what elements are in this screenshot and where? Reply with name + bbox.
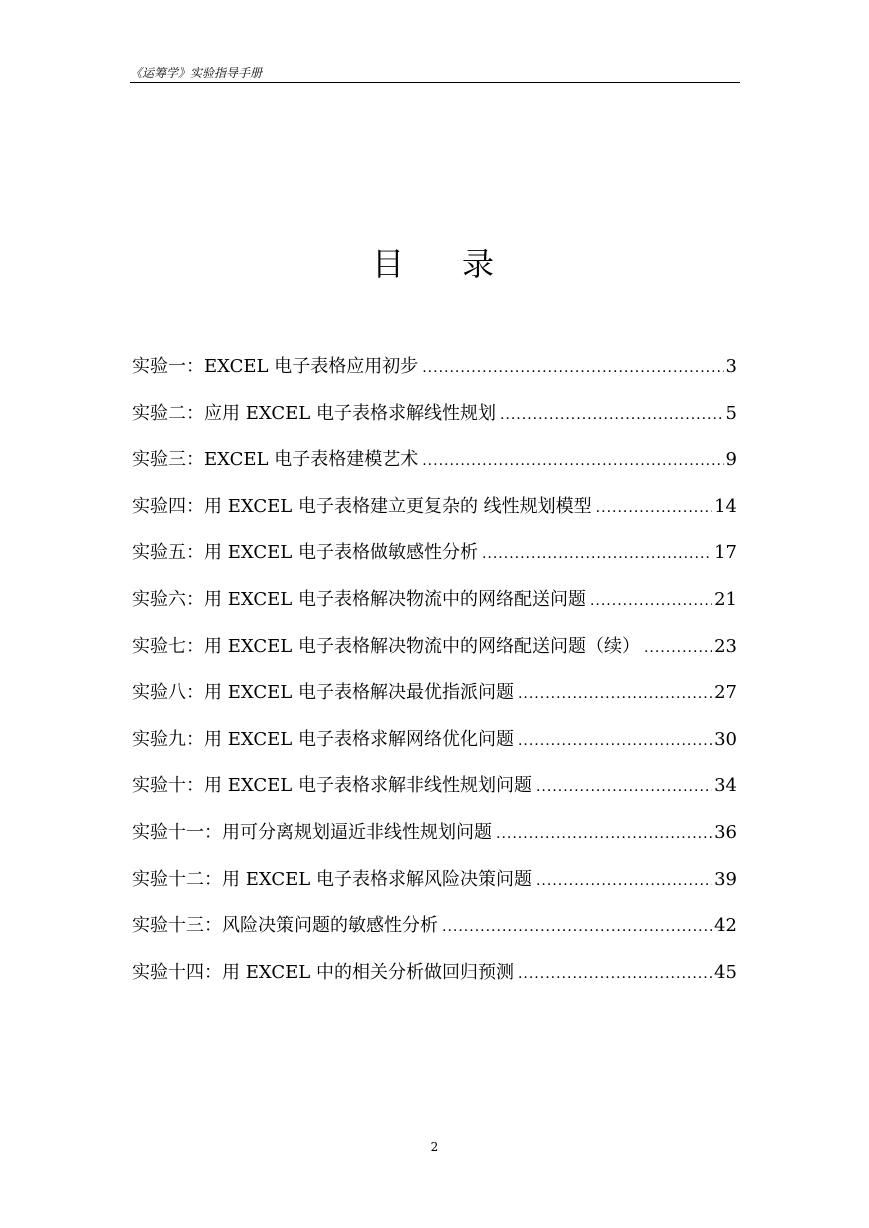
table-of-contents — [132, 352, 737, 1004]
toc-entry-page: 36 — [714, 821, 737, 843]
toc-entry-label: 实验三：EXCEL 电子表格建模艺术 — [132, 449, 419, 471]
toc-entry-page: 45 — [714, 961, 737, 983]
toc-entry[interactable] — [132, 445, 737, 492]
toc-entry[interactable] — [132, 538, 737, 585]
toc-entry-label: 实验十：用 EXCEL 电子表格求解非线性规划问题 — [132, 775, 532, 797]
toc-entry[interactable] — [132, 399, 737, 446]
toc-dot-leader — [536, 873, 712, 889]
toc-entry-label: 实验十四：用 EXCEL 中的相关分析做回归预测 — [132, 961, 514, 983]
toc-entry[interactable] — [132, 958, 737, 1005]
toc-entry[interactable] — [132, 352, 737, 399]
toc-entry[interactable] — [132, 492, 737, 539]
toc-entry[interactable] — [132, 818, 737, 865]
toc-entry-page: 9 — [725, 449, 737, 471]
toc-entry[interactable] — [132, 585, 737, 632]
toc-entry-label: 实验二：应用 EXCEL 电子表格求解线性规划 — [132, 402, 496, 424]
toc-entry[interactable] — [132, 632, 737, 679]
toc-entry-page: 21 — [714, 588, 737, 610]
page-number: 2 — [430, 1140, 439, 1154]
toc-entry-page: 39 — [714, 868, 737, 890]
toc-entry-label: 实验四：用 EXCEL 电子表格建立更复杂的 线性规划模型 — [132, 495, 592, 517]
toc-entry-label: 实验十二：用 EXCEL 电子表格求解风险决策问题 — [132, 868, 532, 890]
toc-entry[interactable] — [132, 678, 737, 725]
toc-dot-leader — [422, 360, 723, 376]
toc-dot-leader — [518, 733, 712, 749]
toc-entry-label: 实验十三：风险决策问题的敏感性分析 — [132, 915, 438, 937]
toc-entry-page: 14 — [714, 495, 737, 517]
toc-entry-label: 实验十一：用可分离规划逼近非线性规划问题 — [132, 821, 492, 843]
toc-dot-leader — [422, 453, 723, 469]
toc-entry-label: 实验五：用 EXCEL 电子表格做敏感性分析 — [132, 542, 478, 564]
toc-dot-leader — [496, 826, 712, 842]
toc-entry-page: 17 — [714, 542, 737, 564]
toc-entry-label: 实验一：EXCEL 电子表格应用初步 — [132, 356, 419, 377]
toc-entry[interactable] — [132, 725, 737, 772]
toc-dot-leader — [518, 686, 712, 702]
toc-entry-page: 5 — [725, 402, 737, 424]
toc-entry-label: 实验八：用 EXCEL 电子表格解决最优指派问题 — [132, 682, 514, 704]
toc-entry[interactable] — [132, 911, 737, 958]
toc-dot-leader — [500, 407, 724, 423]
toc-dot-leader — [536, 779, 712, 795]
toc-dot-leader — [590, 593, 712, 609]
page-header — [130, 62, 740, 83]
toc-entry-page: 3 — [725, 356, 737, 377]
toc-entry[interactable] — [132, 771, 737, 818]
toc-entry-page: 42 — [714, 915, 737, 937]
toc-dot-leader — [442, 919, 712, 935]
toc-dot-leader — [482, 546, 712, 562]
toc-title: 目录 — [372, 245, 553, 283]
toc-dot-leader — [596, 500, 712, 516]
header-title: 《运筹学》实验指导手册 — [130, 66, 263, 80]
toc-entry-page: 27 — [714, 682, 737, 704]
toc-entry-label: 实验六：用 EXCEL 电子表格解决物流中的网络配送问题 — [132, 588, 586, 610]
toc-dot-leader — [518, 966, 712, 982]
toc-entry-page: 23 — [714, 635, 737, 657]
toc-entry-label: 实验九：用 EXCEL 电子表格求解网络优化问题 — [132, 728, 514, 750]
toc-entry-page: 30 — [714, 728, 737, 750]
toc-entry[interactable] — [132, 865, 737, 912]
toc-entry-label: 实验七：用 EXCEL 电子表格解决物流中的网络配送问题（续） — [132, 635, 640, 657]
toc-entry-page: 34 — [714, 775, 737, 797]
toc-dot-leader — [644, 640, 712, 656]
